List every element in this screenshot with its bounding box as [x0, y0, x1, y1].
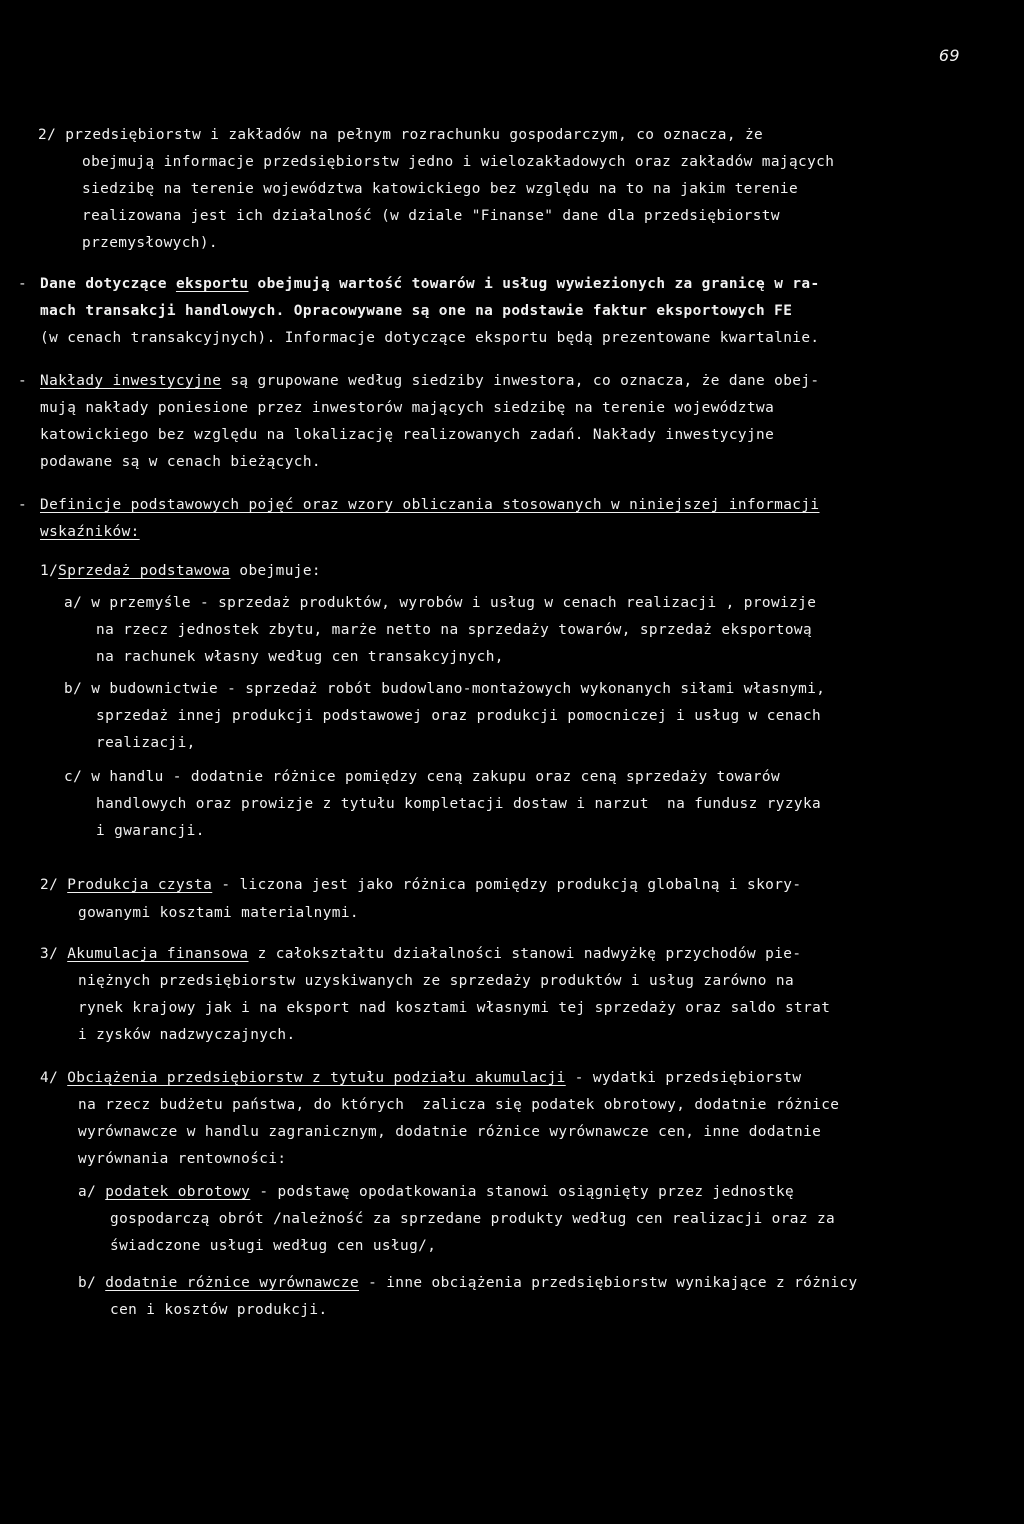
- page-number: 69: [938, 46, 960, 65]
- text-fragment: obejmują wartość towarów i usług wywiezionych za granicę w ra-: [248, 276, 820, 292]
- term-produkcja-czysta: Produkcja czysta: [67, 877, 213, 893]
- text-fragment: obejmuje:: [230, 563, 321, 579]
- text-line: i zysków nadzwyczajnych.: [78, 1027, 296, 1043]
- text-line: wyrównania rentowności:: [78, 1151, 287, 1167]
- text-line: handlowych oraz prowizje z tytułu kompletacji dostaw i narzut na fundusz ryzyka: [96, 796, 822, 812]
- text-line: obejmują informacje przedsiębiorstw jedno i wielozakładowych oraz zakładów mających: [82, 154, 835, 170]
- text-fragment: - inne obciążenia przedsiębiorstw wynikające z różnicy: [359, 1275, 858, 1291]
- text-line: na rzecz budżetu państwa, do których zalicza się podatek obrotowy, dodatnie różnice: [78, 1097, 840, 1113]
- bullet-dash: -: [18, 497, 28, 513]
- text-line: mach transakcji handlowych. Opracowywane są one na podstawie faktur eksportowych FE: [40, 303, 793, 319]
- heading-line: wskaźników:: [40, 524, 140, 540]
- text-line: i gwarancji.: [96, 823, 205, 839]
- text-line: [40, 275, 820, 293]
- text-line: [78, 1274, 858, 1292]
- heading-line: Definicje podstawowych pojęć oraz wzory obliczania stosowanych w niniejszej informacji: [40, 497, 820, 513]
- text-line: rynek krajowy jak i na eksport nad kosztami własnymi tej sprzedaży oraz saldo strat: [78, 1000, 831, 1016]
- term-eksport: eksportu: [175, 276, 249, 292]
- text-line: świadczone usługi według cen usług/,: [110, 1238, 437, 1254]
- text-fragment: - wydatki przedsiębiorstw: [565, 1070, 802, 1086]
- text-line: realizacji,: [96, 735, 196, 751]
- text-line: b/ w budownictwie - sprzedaż robót budowlano-montażowych wykonanych siłami własnymi,: [64, 681, 826, 697]
- text-fragment: z całokształtu działalności stanowi nadwyżkę przychodów pie-: [248, 946, 802, 962]
- text-line: [40, 1069, 801, 1087]
- text-line: niężnych przedsiębiorstw uzyskiwanych ze sprzedaży produktów i usług zarówno na: [78, 973, 795, 989]
- text-line: wyrównawcze w handlu zagranicznym, dodatnie różnice wyrównawcze cen, inne dodatnie: [78, 1124, 822, 1140]
- item-label: b/: [78, 1275, 97, 1291]
- text-fragment: - podstawę opodatkowania stanowi osiągnięty przez jednostkę: [250, 1184, 795, 1200]
- text-line: mują nakłady poniesione przez inwestorów mających siedzibę na terenie województwa: [40, 400, 775, 416]
- text-line: katowickiego bez względu na lokalizację realizowanych zadań. Nakłady inwestycyjne: [40, 427, 775, 443]
- term-dodatnie-roznice: dodatnie różnice wyrównawcze: [105, 1275, 360, 1291]
- text-line: realizowana jest ich działalność (w dziale "Finanse" dane dla przedsiębiorstw: [82, 208, 780, 224]
- text-line: c/ w handlu - dodatnie różnice pomiędzy ceną zakupu oraz ceną sprzedaży towarów: [64, 769, 781, 785]
- item-number: 1/: [40, 563, 59, 579]
- text-fragment: są grupowane według siedziby inwestora, co oznacza, że dane obej-: [221, 373, 820, 389]
- text-line: [40, 876, 801, 894]
- text-line: gospodarczą obrót /należność za sprzedane produkty według cen realizacji oraz za: [110, 1211, 836, 1227]
- text-line: na rzecz jednostek zbytu, marże netto na sprzedaży towarów, sprzedaż eksportową: [96, 622, 813, 638]
- term-naklady-inwestycyjne: Nakłady inwestycyjne: [40, 373, 222, 389]
- item-label: a/: [78, 1184, 97, 1200]
- text-line: [78, 1183, 794, 1201]
- text-line: a/ w przemyśle - sprzedaż produktów, wyrobów i usług w cenach realizacji , prowizje: [64, 595, 817, 611]
- text-line: [40, 945, 801, 963]
- text-line: [40, 372, 820, 390]
- text-line: przemysłowych).: [82, 235, 218, 251]
- text-line: 2/ przedsiębiorstw i zakładów na pełnym rozrachunku gospodarczym, co oznacza, że: [38, 127, 764, 143]
- term-akumulacja-finansowa: Akumulacja finansowa: [67, 946, 249, 962]
- item-number: 2/: [40, 877, 59, 893]
- text-line: siedzibę na terenie województwa katowickiego bez względu na to na jakim terenie: [82, 181, 799, 197]
- text-fragment: - liczona jest jako różnica pomiędzy produkcją globalną i skory-: [212, 877, 802, 893]
- item-number: 3/: [40, 946, 59, 962]
- text-fragment: Dane dotyczące: [40, 276, 176, 292]
- term-sprzedaz: Sprzedaż podstawowa: [58, 563, 231, 579]
- term-podatek-obrotowy: podatek obrotowy: [105, 1184, 251, 1200]
- text-line: podawane są w cenach bieżących.: [40, 454, 321, 470]
- text-line: cen i kosztów produkcji.: [110, 1302, 328, 1318]
- bullet-dash: -: [18, 373, 28, 389]
- item-number: 4/: [40, 1070, 59, 1086]
- text-line: (w cenach transakcyjnych). Informacje dotyczące eksportu będą prezentowane kwartalnie.: [40, 330, 820, 346]
- term-obciazenia: Obciążenia przedsiębiorstw z tytułu podziału akumulacji: [67, 1070, 566, 1086]
- text-line: gowanymi kosztami materialnymi.: [78, 905, 359, 921]
- text-line: na rachunek własny według cen transakcyjnych,: [96, 649, 504, 665]
- bullet-dash: -: [18, 276, 28, 292]
- text-line: sprzedaż innej produkcji podstawowej oraz produkcji pomocniczej i usług w cenach: [96, 708, 822, 724]
- text-line: [40, 562, 321, 580]
